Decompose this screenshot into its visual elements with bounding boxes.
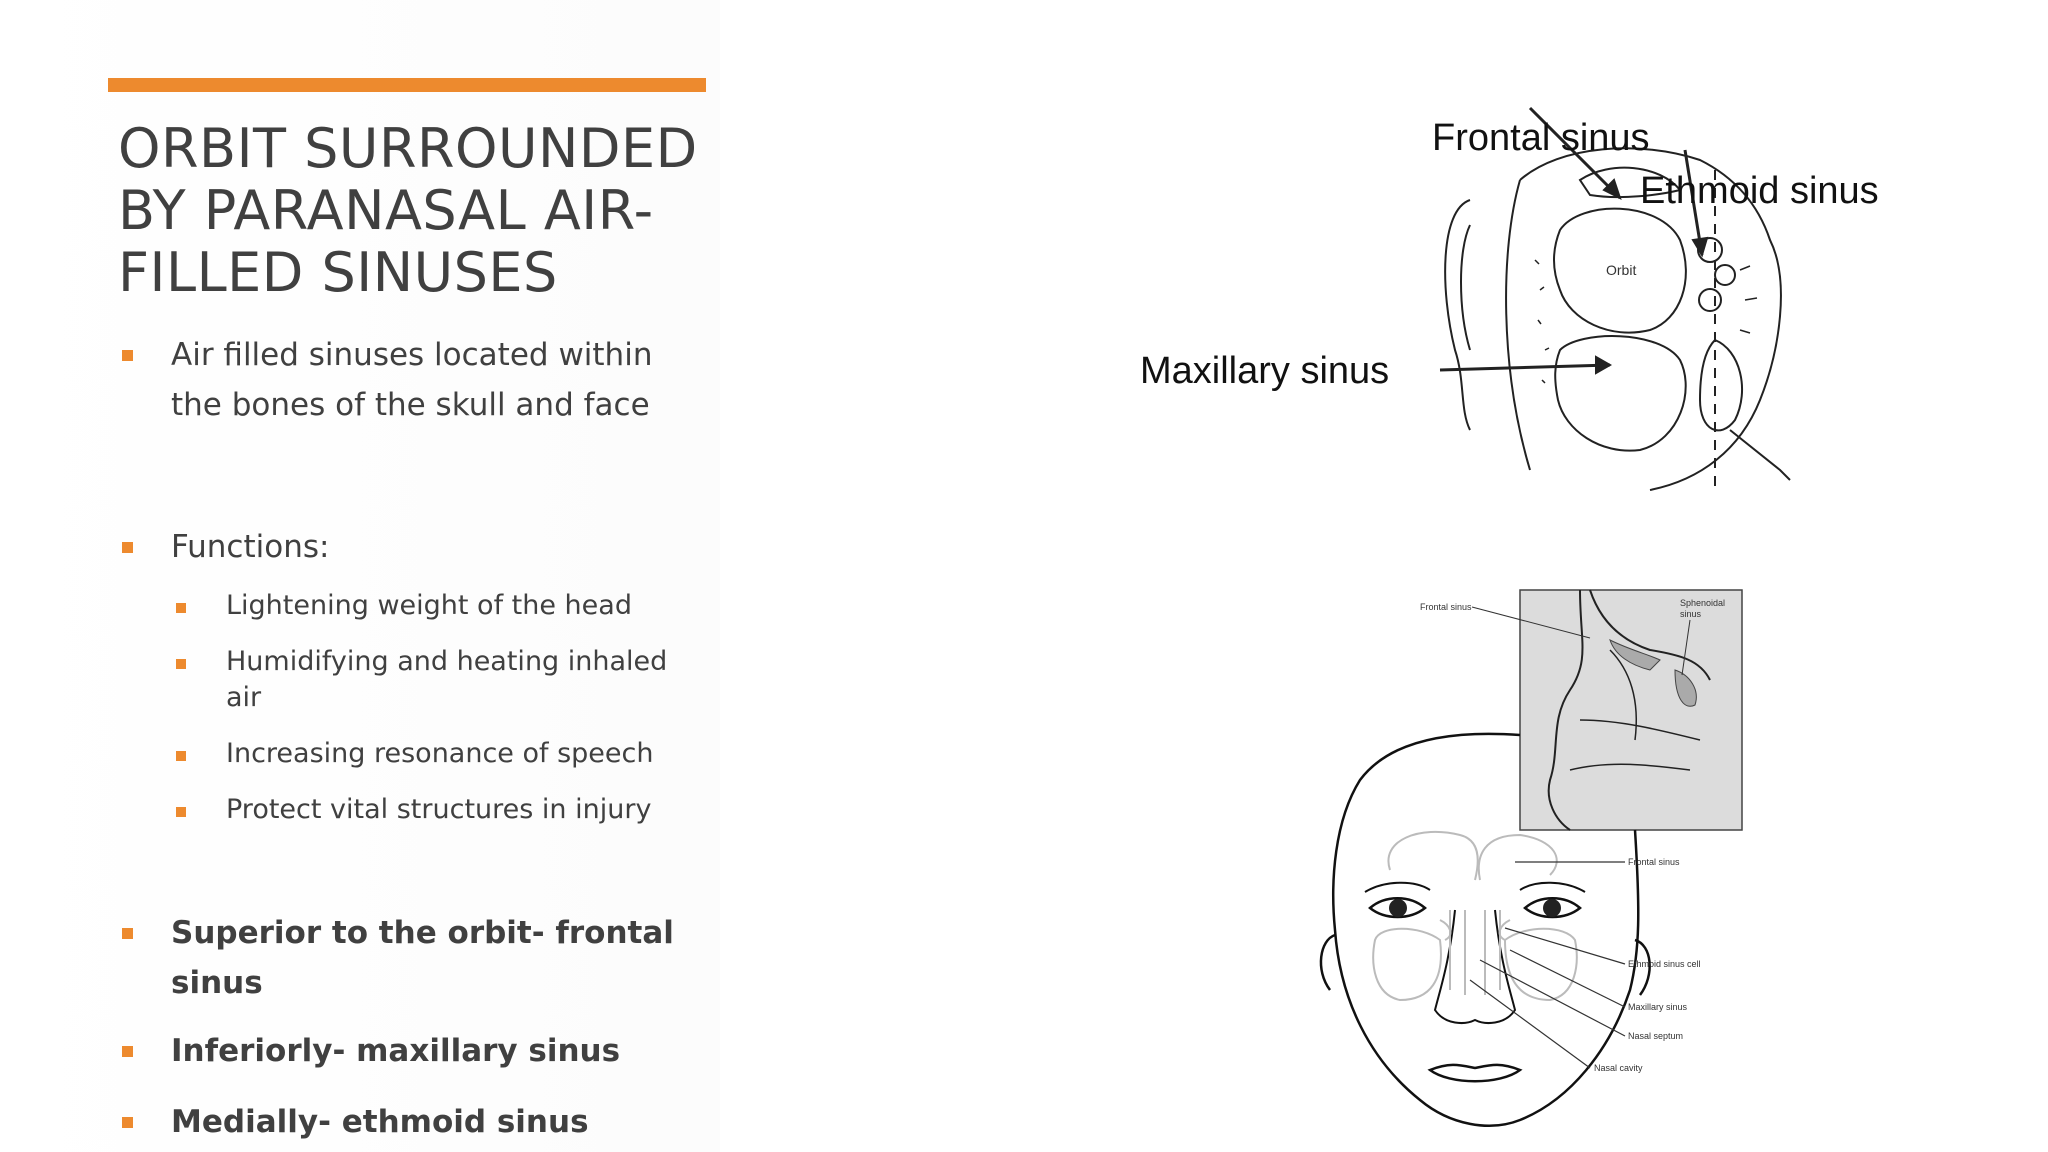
- sub-bullet-humidifying: [174, 644, 694, 716]
- bullet-text-line: Inferiorly- maxillary sinus: [171, 1033, 621, 1069]
- maxillary-arrow: [1440, 365, 1610, 370]
- sub-bullet-text: Lightening weight of the head: [226, 590, 632, 621]
- bullet-medial: [118, 1097, 698, 1147]
- inset-sphenoidal-label-1: Sphenoidal: [1680, 598, 1726, 608]
- mouth: [1430, 1065, 1520, 1081]
- bullet-square-icon: [122, 1046, 133, 1057]
- title-line-3: FILLED SINUSES: [118, 241, 558, 304]
- orbit-label: Orbit: [1606, 262, 1637, 278]
- skull-sinus-diagram: [1140, 50, 1900, 500]
- sub-bullet-square-icon: [176, 807, 186, 817]
- sub-bullet-text: Protect vital structures in injury: [226, 794, 652, 825]
- nasal-cavity-label: Nasal cavity: [1594, 1063, 1643, 1073]
- nasal-septum-label: Nasal septum: [1628, 1031, 1684, 1041]
- sub-bullet-text: air: [226, 682, 262, 713]
- maxillary-sinus-label: Maxillary sinus: [1628, 1002, 1688, 1012]
- left-pupil: [1389, 899, 1407, 917]
- sub-bullet-text: Humidifying and heating inhaled: [226, 646, 668, 677]
- bullet-text-line: sinus: [171, 965, 263, 1001]
- ethmoid-sinus-label: Ethmoid sinus: [1640, 170, 1879, 212]
- bullet-text-line: Air filled sinuses located within: [171, 337, 653, 373]
- frontal-sinus-right: [1479, 835, 1557, 880]
- sagittal-inset-box: [1520, 590, 1742, 830]
- maxillary-sinus-shape: [1555, 336, 1685, 451]
- bullet-text-line: the bones of the skull and face: [171, 387, 650, 423]
- bullet-air-filled: [118, 330, 698, 430]
- title-line-1: ORBIT SURROUNDED: [118, 117, 698, 180]
- bullet-square-icon: [122, 1117, 133, 1128]
- inset-sphenoidal-label-2: sinus: [1680, 609, 1702, 619]
- bullet-superior: [118, 908, 698, 1008]
- face-sinus-diagram: [1280, 580, 1800, 1140]
- bullet-inferior: [118, 1026, 698, 1076]
- right-pupil: [1543, 899, 1561, 917]
- left-ear: [1321, 935, 1335, 990]
- frontal-sinus-label: Frontal sinus: [1432, 117, 1650, 159]
- sub-bullet-protect: [174, 792, 694, 828]
- title-line-2: BY PARANASAL AIR-: [118, 179, 654, 242]
- sub-bullet-square-icon: [176, 603, 186, 613]
- bullet-text-line: Medially- ethmoid sinus: [171, 1104, 589, 1140]
- frontal-sinus-left: [1388, 832, 1477, 880]
- maxillary-sinus-label: Maxillary sinus: [1140, 350, 1390, 392]
- sub-bullet-square-icon: [176, 659, 186, 669]
- maxillary-sinus-right: [1505, 929, 1577, 1000]
- slide-title: [118, 118, 718, 304]
- bullet-square-icon: [122, 928, 133, 939]
- sub-bullet-square-icon: [176, 751, 186, 761]
- bullet-text-line: Superior to the orbit- frontal: [171, 915, 674, 951]
- frontal-sinus-label: Frontal sinus: [1628, 857, 1680, 867]
- maxillary-sinus-left: [1373, 929, 1441, 1000]
- sub-bullet-text: Increasing resonance of speech: [226, 738, 654, 769]
- bullet-square-icon: [122, 350, 133, 361]
- bullet-square-icon: [122, 542, 133, 553]
- bullet-functions: [118, 522, 698, 572]
- bullet-text-line: Functions:: [171, 529, 330, 565]
- sub-bullet-resonance: [174, 736, 694, 772]
- sub-bullet-lightening: [174, 588, 694, 624]
- inset-frontal-label: Frontal sinus: [1420, 602, 1472, 612]
- ethmoid-sinus-cell-label: Ethmoid sinus cell: [1628, 959, 1701, 969]
- title-accent-bar: [108, 78, 706, 92]
